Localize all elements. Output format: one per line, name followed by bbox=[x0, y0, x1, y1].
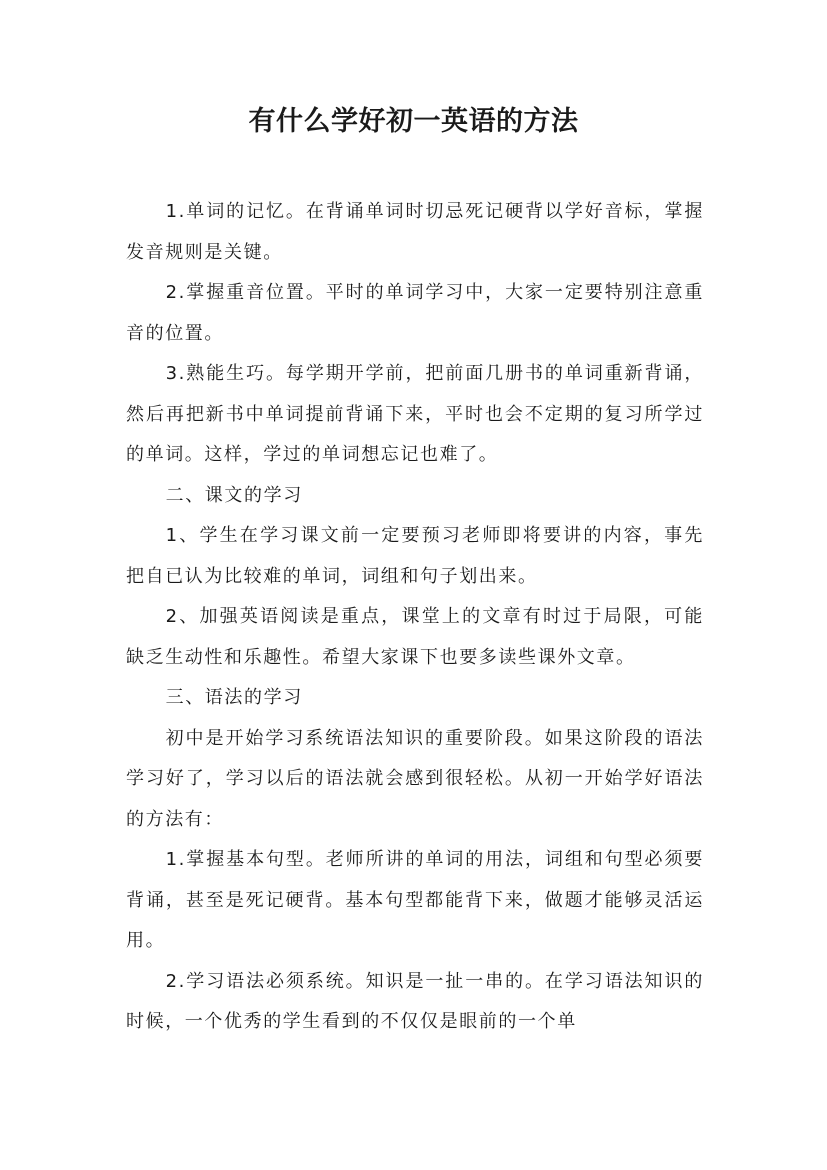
paragraph: 1.单词的记忆。在背诵单词时切忌死记硬背以学好音标，掌握发音规则是关键。 bbox=[126, 201, 704, 263]
paragraph: 1.掌握基本句型。老师所讲的单词的用法，词组和句型必须要背诵，甚至是死记硬背。基本句型都能背下来，做题才能够灵活运用。 bbox=[126, 849, 704, 951]
paragraph: 3.熟能生巧。每学期开学前，把前面几册书的单词重新背诵，然后再把新书中单词提前背诵下来，平时也会不定期的复习所学过的单词。这样，学过的单词想忘记也难了。 bbox=[126, 363, 704, 465]
paragraph: 初中是开始学习系统语法知识的重要阶段。如果这阶段的语法学习好了，学习以后的语法就会感到很轻松。从初一开始学好语法的方法有： bbox=[126, 727, 704, 830]
section-heading: 三、语法的学习 bbox=[165, 687, 303, 708]
document-title: 有什么学好初一英语的方法 bbox=[248, 106, 579, 137]
paragraph: 2.学习语法必须系统。知识是一扯一串的。在学习语法知识的时候，一个优秀的学生看到的不仅仅是眼前的一个单 bbox=[126, 970, 704, 1032]
paragraph: 2、加强英语阅读是重点，课堂上的文章有时过于局限，可能缺乏生动性和乐趣性。希望大家课下也要多读些课外文章。 bbox=[126, 606, 704, 668]
paragraph: 2.掌握重音位置。平时的单词学习中，大家一定要特别注意重音的位置。 bbox=[126, 282, 704, 344]
document-body bbox=[126, 192, 704, 1043]
paragraph: 1、学生在学习课文前一定要预习老师即将要讲的内容，事先把自已认为比较难的单词，词组和句子划出来。 bbox=[126, 525, 704, 587]
section-heading: 二、课文的学习 bbox=[165, 484, 303, 506]
